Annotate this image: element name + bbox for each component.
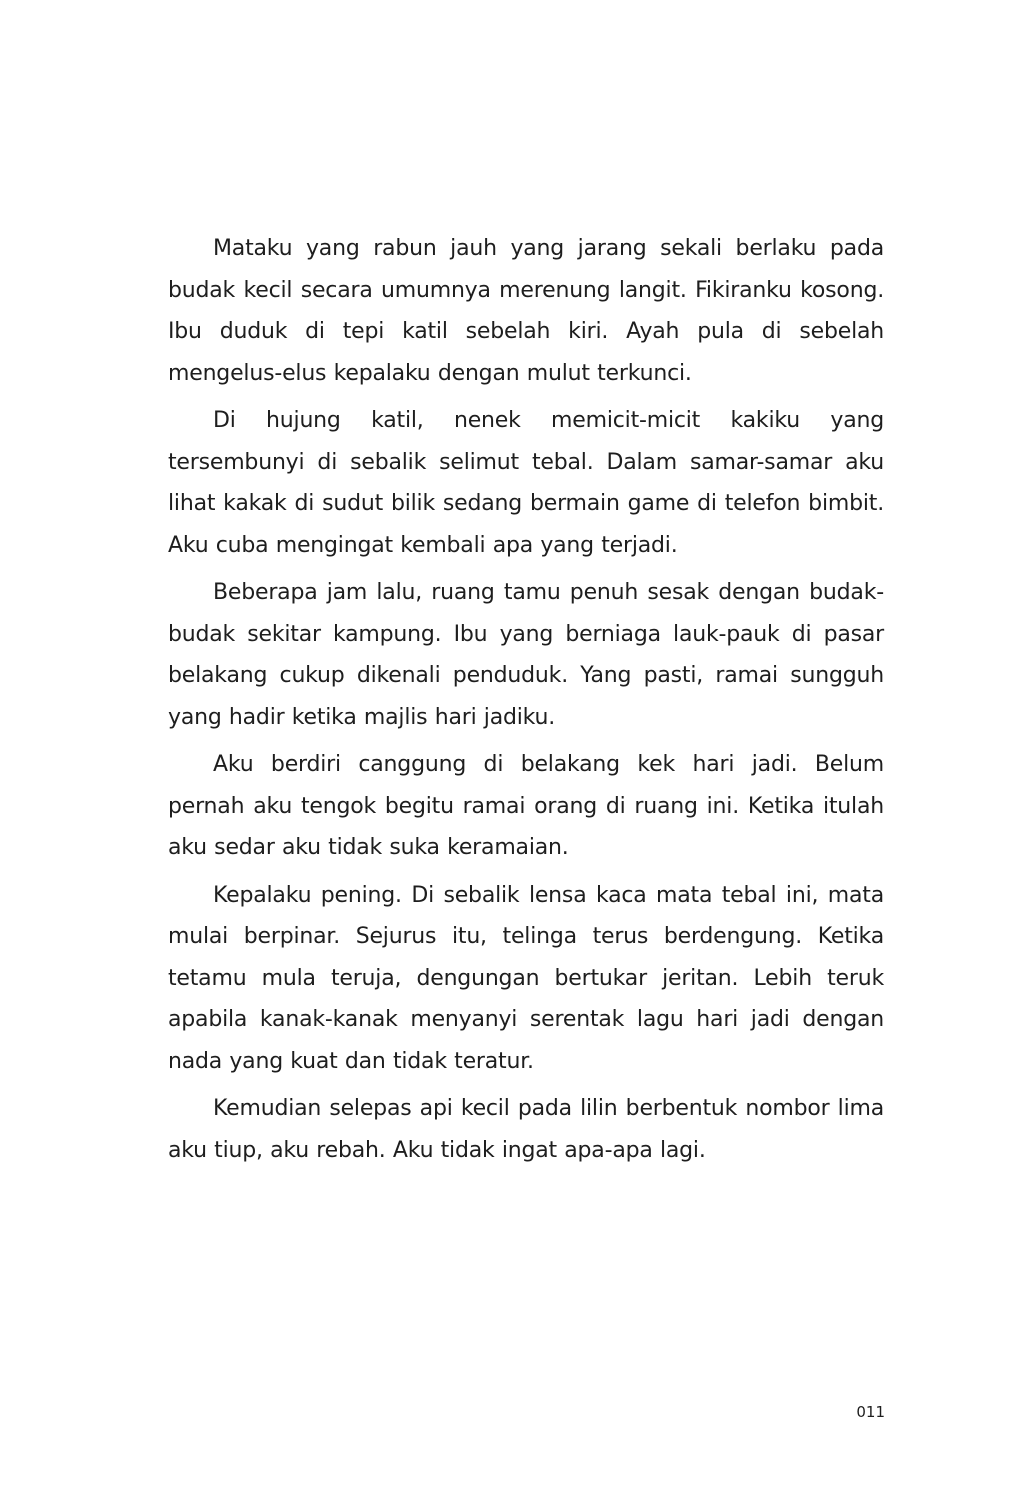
- paragraph-2: Di hujung katil, nenek memicit-micit kakiku yang tersembunyi di sebalik selimut tebal. Dalam samar-samar aku lihat kakak di sudut bilik sedang bermain game di telefon bimbit. Aku cuba mengingat kembali apa yang terjadi.: [168, 408, 884, 558]
- paragraph-6: Kemudian selepas api kecil pada lilin berbentuk nombor lima aku tiup, aku rebah. Aku tidak ingat apa-apa lagi.: [168, 1096, 884, 1163]
- paragraph-1: Mataku yang rabun jauh yang jarang sekali berlaku pada budak kecil secara umumnya merenung langit. Fikiranku kosong. Ibu duduk di tepi katil sebelah kiri. Ayah pula di sebelah mengelus-elus kepalaku dengan mulut terkunci.: [168, 236, 884, 386]
- paragraph-3: Beberapa jam lalu, ruang tamu penuh sesak dengan budak-budak sekitar kampung. Ibu yang berniaga lauk-pauk di pasar belakang cukup dikenali penduduk. Yang pasti, ramai sungguh yang hadir ketika majlis hari jadiku.: [168, 580, 884, 730]
- page-number: 011: [856, 1403, 885, 1421]
- paragraph-5: Kepalaku pening. Di sebalik lensa kaca mata tebal ini, mata mulai berpinar. Sejurus itu, telinga terus berdengung. Ketika tetamu mula teruja, dengungan bertukar jeritan. Lebih teruk apabila kanak-kanak menyanyi serentak lagu hari jadi dengan nada yang kuat dan tidak teratur.: [168, 882, 884, 1074]
- body-text: [168, 228, 884, 1177]
- paragraph-4: Aku berdiri canggung di belakang kek hari jadi. Belum pernah aku tengok begitu ramai orang di ruang ini. Ketika itulah aku sedar aku tidak suka keramaian.: [168, 752, 884, 860]
